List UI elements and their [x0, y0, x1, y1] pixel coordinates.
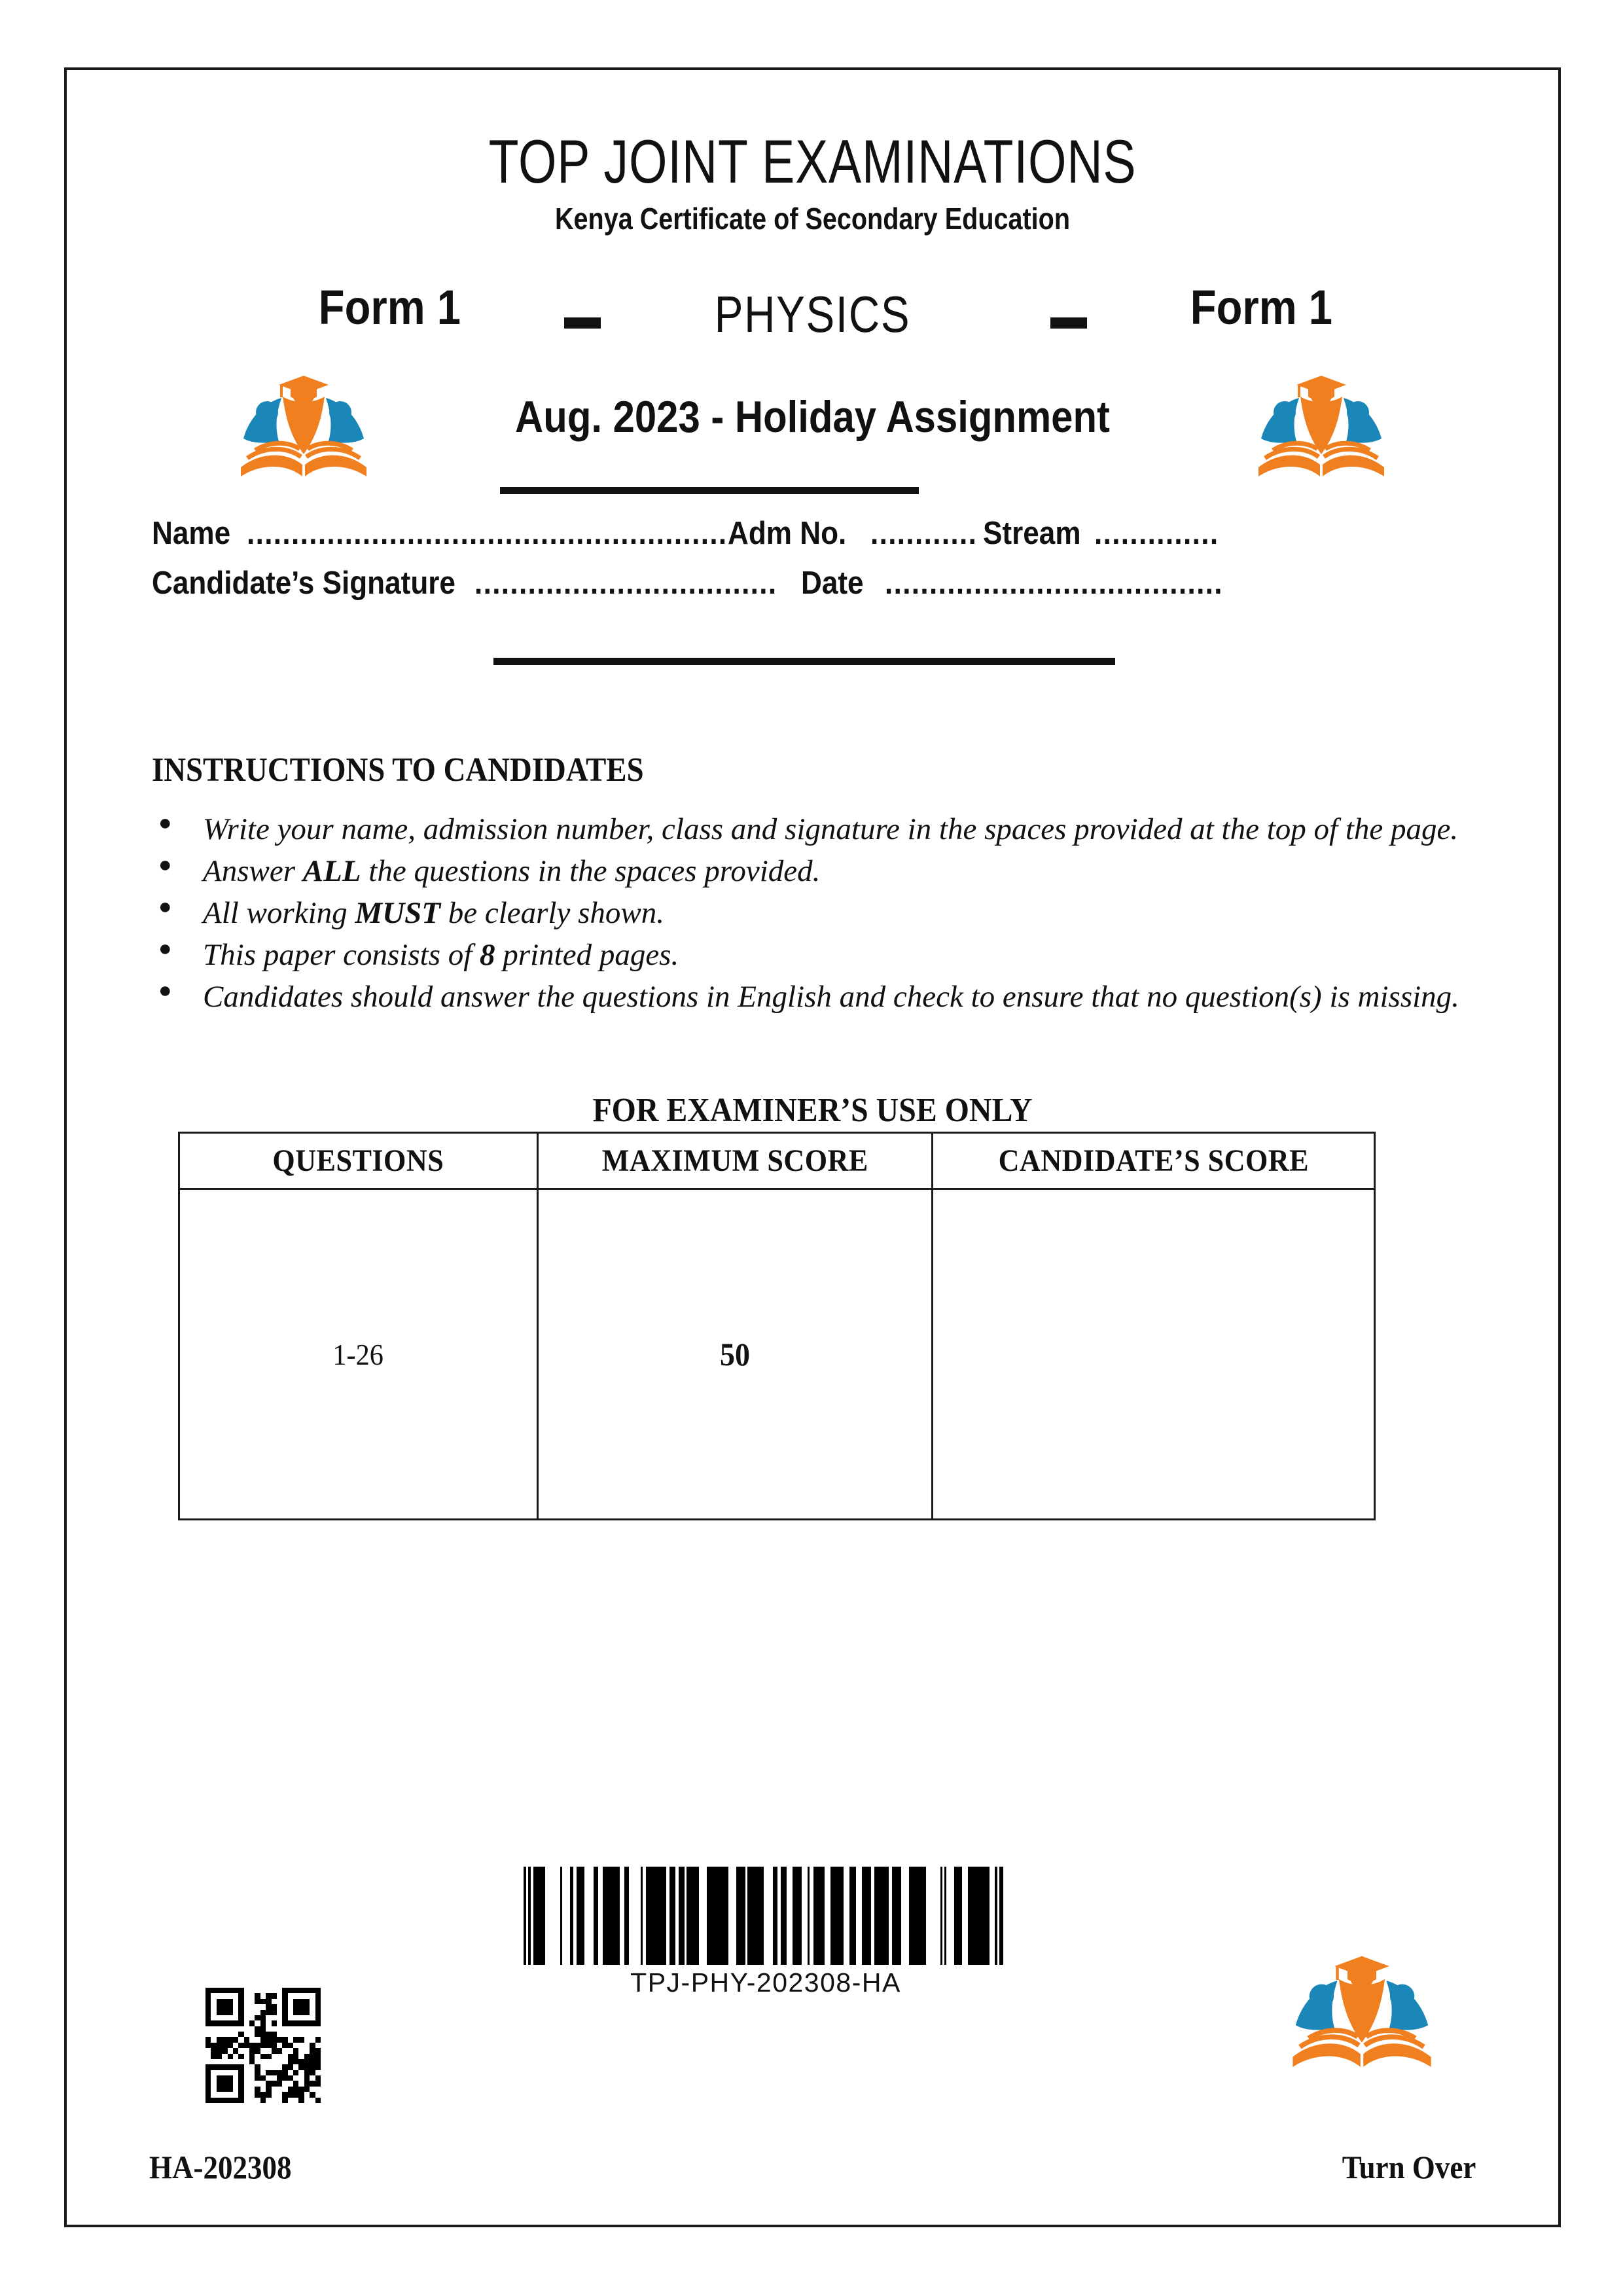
adm-no-input[interactable]: ............ — [870, 516, 978, 551]
instruction-text-pre: All working — [203, 896, 355, 931]
masthead — [67, 70, 1558, 236]
column-header-candidate-score — [933, 1133, 1375, 1189]
cell-maximum-score — [538, 1189, 933, 1520]
candidate-details-block — [67, 515, 1558, 615]
instruction-text-post: printed pages. — [495, 938, 679, 973]
exam-cover-page — [64, 67, 1561, 2227]
candidate-block-underline — [493, 658, 1115, 665]
instruction-text-pre: This paper consists of — [203, 938, 480, 973]
list-item — [152, 852, 1474, 891]
signature-label: Candidate’s Signature — [152, 565, 455, 601]
instructions-heading: INSTRUCTIONS TO CANDIDATES — [152, 751, 644, 789]
barcode-label: TPJ-PHY-202308-HA — [630, 1967, 901, 1998]
stream-input[interactable]: .............. — [1094, 516, 1219, 551]
certificate-subtitle: Kenya Certificate of Secondary Education — [554, 202, 1071, 236]
session-row — [67, 368, 1558, 499]
instruction-text-emphasis: 8 — [480, 938, 495, 973]
cell-candidate-score[interactable] — [933, 1189, 1375, 1520]
column-header-maximum-score — [538, 1133, 933, 1189]
barcode-icon — [517, 1867, 1014, 1965]
qr-code-icon — [205, 1988, 321, 2103]
list-item — [152, 935, 1474, 975]
instruction-text-emphasis: ALL — [302, 854, 361, 889]
subject-title: PHYSICS — [714, 285, 911, 343]
name-label: Name — [152, 516, 231, 551]
candidate-signature-line — [67, 565, 1558, 615]
instructions-list — [152, 810, 1474, 1019]
instruction-text-post: the questions in the spaces provided. — [361, 854, 821, 889]
session-underline — [500, 487, 919, 494]
table-row — [179, 1189, 1375, 1520]
list-item — [152, 810, 1474, 850]
institution-logo-right-icon — [1256, 368, 1387, 479]
name-input[interactable]: ...................................................... — [247, 516, 728, 551]
column-header-questions — [179, 1133, 538, 1189]
examiner-use-heading: FOR EXAMINER’S USE ONLY — [592, 1092, 1033, 1129]
adm-no-label: Adm No. — [728, 516, 847, 551]
date-label: Date — [801, 565, 864, 601]
cell-maximum-score-value: 50 — [720, 1336, 751, 1372]
column-header-maximum-score-label: MAXIMUM SCORE — [601, 1143, 868, 1178]
instruction-text-pre: Answer — [203, 854, 303, 889]
institution-logo-footer-icon — [1290, 1943, 1434, 2074]
signature-input[interactable]: .................................. — [474, 565, 777, 601]
list-item — [152, 893, 1474, 933]
form-level-right: Form 1 — [1190, 280, 1333, 334]
form-subject-row — [67, 279, 1558, 365]
cell-questions-range-value: 1-26 — [332, 1337, 384, 1371]
cell-questions-range — [179, 1189, 538, 1520]
instruction-text-emphasis: MUST — [355, 896, 440, 931]
barcode-block — [517, 1867, 1014, 1998]
list-item — [152, 977, 1474, 1017]
footer-paper-code: HA-202308 — [149, 2149, 292, 2185]
candidate-name-line — [67, 515, 1558, 565]
form-level-left: Form 1 — [318, 280, 461, 334]
footer-turn-over: Turn Over — [1342, 2149, 1476, 2185]
date-input[interactable]: ...................................... — [885, 565, 1223, 601]
column-header-questions-label: QUESTIONS — [272, 1143, 444, 1178]
stream-label: Stream — [983, 516, 1081, 551]
examiner-score-table — [178, 1132, 1376, 1520]
session-title: Aug. 2023 - Holiday Assignment — [515, 392, 1110, 442]
exam-board-title: TOP JOINT EXAMINATIONS — [488, 127, 1137, 196]
instruction-text-pre: Candidates should answer the questions in English and check to ensure that no question(s) is missing. — [203, 980, 1459, 1014]
column-header-candidate-score-label: CANDIDATE’S SCORE — [998, 1143, 1309, 1178]
table-header-row — [179, 1133, 1375, 1189]
instruction-text-post: be clearly shown. — [440, 896, 664, 931]
instruction-text-pre: Write your name, admission number, class and signature in the spaces provided at the top of the page. — [203, 812, 1459, 846]
dash-separator-right-icon — [1050, 317, 1087, 329]
